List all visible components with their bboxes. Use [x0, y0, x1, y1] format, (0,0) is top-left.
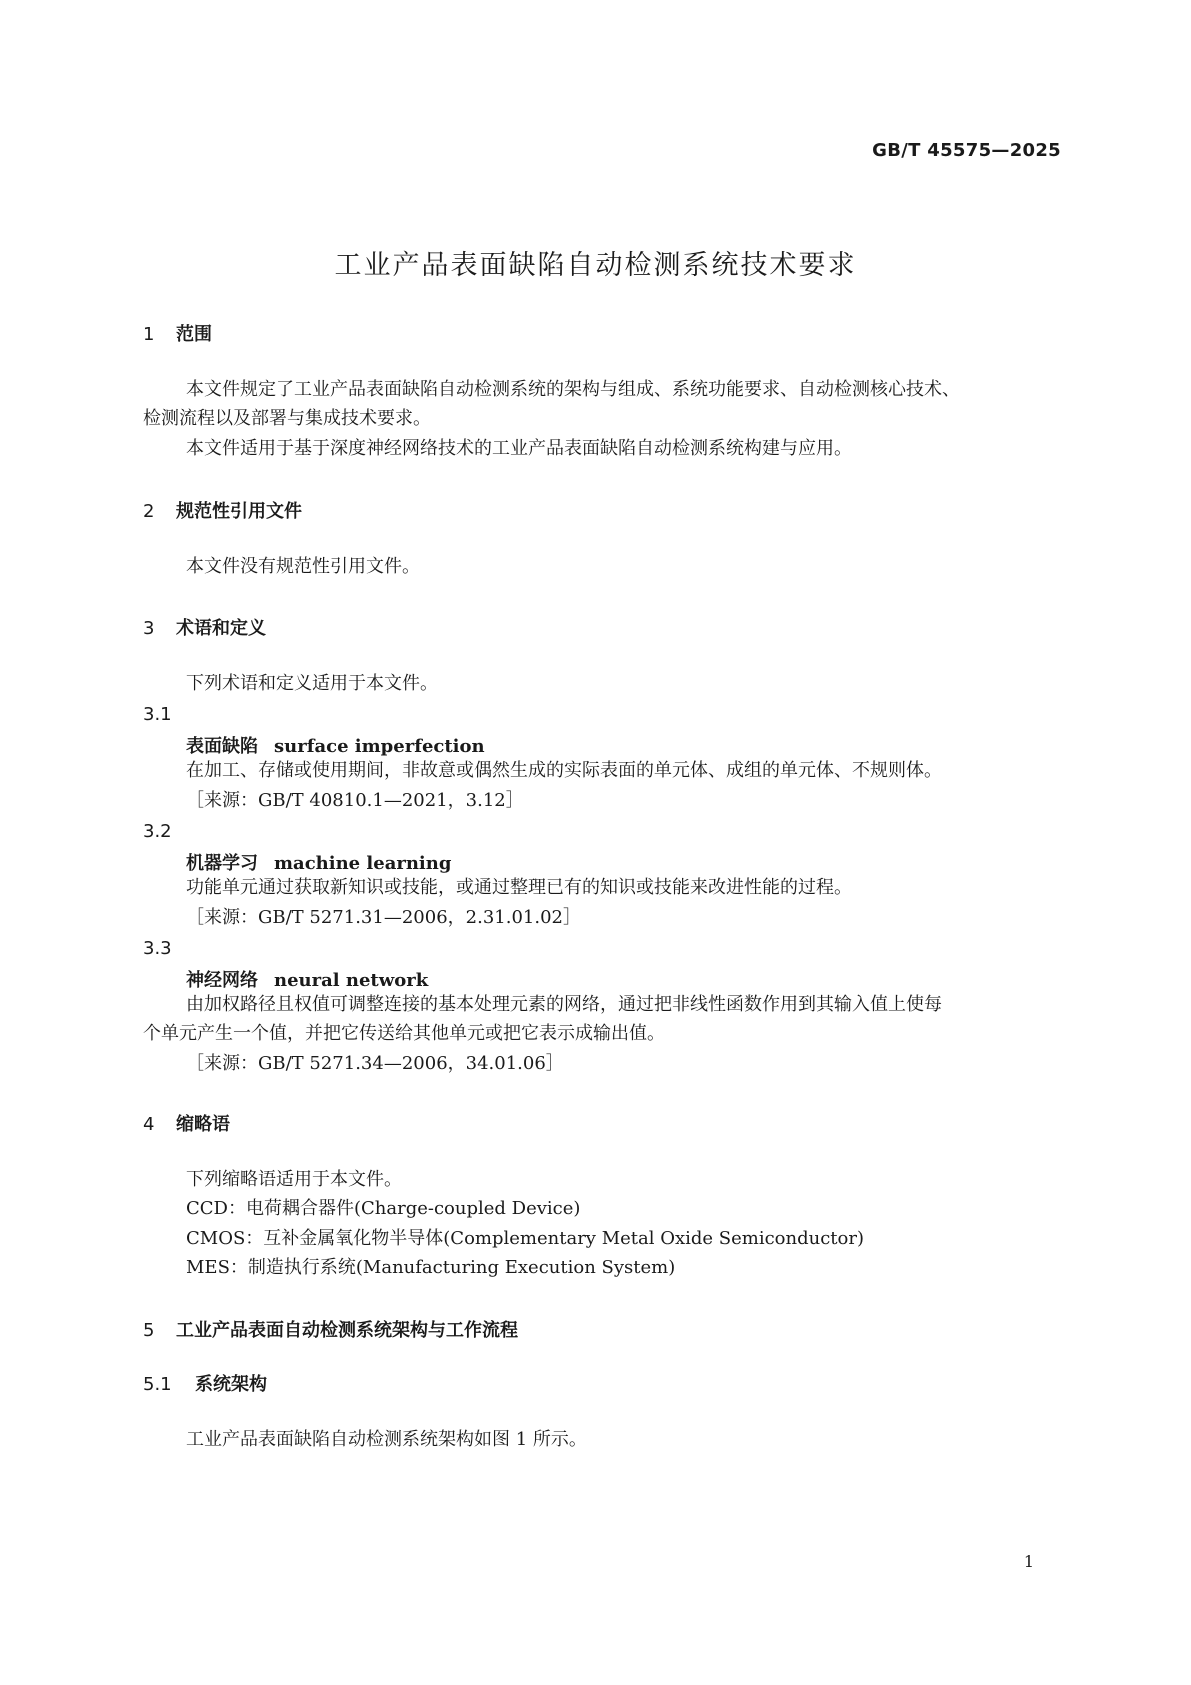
abbreviation-item: MES：制造执行系统(Manufacturing Execution System) — [186, 1257, 676, 1278]
section-number: 5.1 — [143, 1374, 172, 1395]
term-zh: 机器学习 — [186, 853, 258, 874]
term-source: ［来源：GB/T 40810.1—2021，3.12］ — [186, 790, 524, 811]
section-title: 缩略语 — [176, 1114, 230, 1135]
term-definition: 功能单元通过获取新知识或技能，或通过整理已有的知识或技能来改进性能的过程。 — [186, 877, 852, 898]
term-en: machine learning — [274, 853, 452, 874]
section-heading-1 — [143, 320, 212, 346]
term-source: ［来源：GB/T 5271.31—2006，2.31.01.02］ — [186, 907, 581, 928]
paragraph: 下列缩略语适用于本文件。 — [186, 1169, 402, 1190]
term-definition: 个单元产生一个值，并把它传送给其他单元或把它表示成输出值。 — [143, 1023, 665, 1044]
document-title: 工业产品表面缺陷自动检测系统技术要求 — [334, 250, 857, 281]
paragraph: 本文件规定了工业产品表面缺陷自动检测系统的架构与组成、系统功能要求、自动检测核心技术、 — [186, 379, 960, 400]
term-definition: 由加权路径且权值可调整连接的基本处理元素的网络，通过把非线性函数作用到其输入值上使每 — [186, 994, 942, 1015]
paragraph: 下列术语和定义适用于本文件。 — [186, 673, 438, 694]
section-heading-3 — [143, 614, 266, 640]
abbreviation-item: CCD：电荷耦合器件(Charge-coupled Device) — [186, 1198, 581, 1219]
section-title: 系统架构 — [195, 1374, 267, 1395]
section-title: 工业产品表面自动检测系统架构与工作流程 — [176, 1320, 518, 1341]
term-number: 3.1 — [143, 704, 172, 725]
paragraph: 工业产品表面缺陷自动检测系统架构如图 1 所示。 — [186, 1429, 587, 1450]
term-definition: 在加工、存储或使用期间，非故意或偶然生成的实际表面的单元体、成组的单元体、不规则体。 — [186, 760, 942, 781]
section-heading-5 — [143, 1316, 518, 1342]
subsection-heading-5-1 — [143, 1370, 267, 1396]
section-heading-2 — [143, 497, 302, 523]
page-number: 1 — [1023, 1552, 1034, 1571]
section-number: 3 — [143, 618, 155, 639]
section-title: 术语和定义 — [176, 618, 266, 639]
term-zh: 神经网络 — [186, 970, 258, 991]
section-number: 4 — [143, 1114, 155, 1135]
paragraph: 检测流程以及部署与集成技术要求。 — [143, 408, 431, 429]
section-number: 2 — [143, 501, 155, 522]
standard-number: GB/T 45575—2025 — [872, 140, 1061, 161]
term-en: surface imperfection — [274, 736, 485, 757]
term-number: 3.2 — [143, 821, 172, 842]
term-en: neural network — [274, 970, 429, 991]
section-title: 规范性引用文件 — [176, 501, 302, 522]
section-number: 5 — [143, 1320, 155, 1341]
abbreviation-item: CMOS：互补金属氧化物半导体(Complementary Metal Oxide Semiconductor) — [186, 1228, 864, 1249]
section-number: 1 — [143, 324, 155, 345]
term-zh: 表面缺陷 — [186, 736, 258, 757]
paragraph: 本文件没有规范性引用文件。 — [186, 556, 420, 577]
section-heading-4 — [143, 1110, 230, 1136]
term-number: 3.3 — [143, 938, 172, 959]
section-title: 范围 — [176, 324, 212, 345]
paragraph: 本文件适用于基于深度神经网络技术的工业产品表面缺陷自动检测系统构建与应用。 — [186, 438, 852, 459]
term-source: ［来源：GB/T 5271.34—2006，34.01.06］ — [186, 1053, 564, 1074]
